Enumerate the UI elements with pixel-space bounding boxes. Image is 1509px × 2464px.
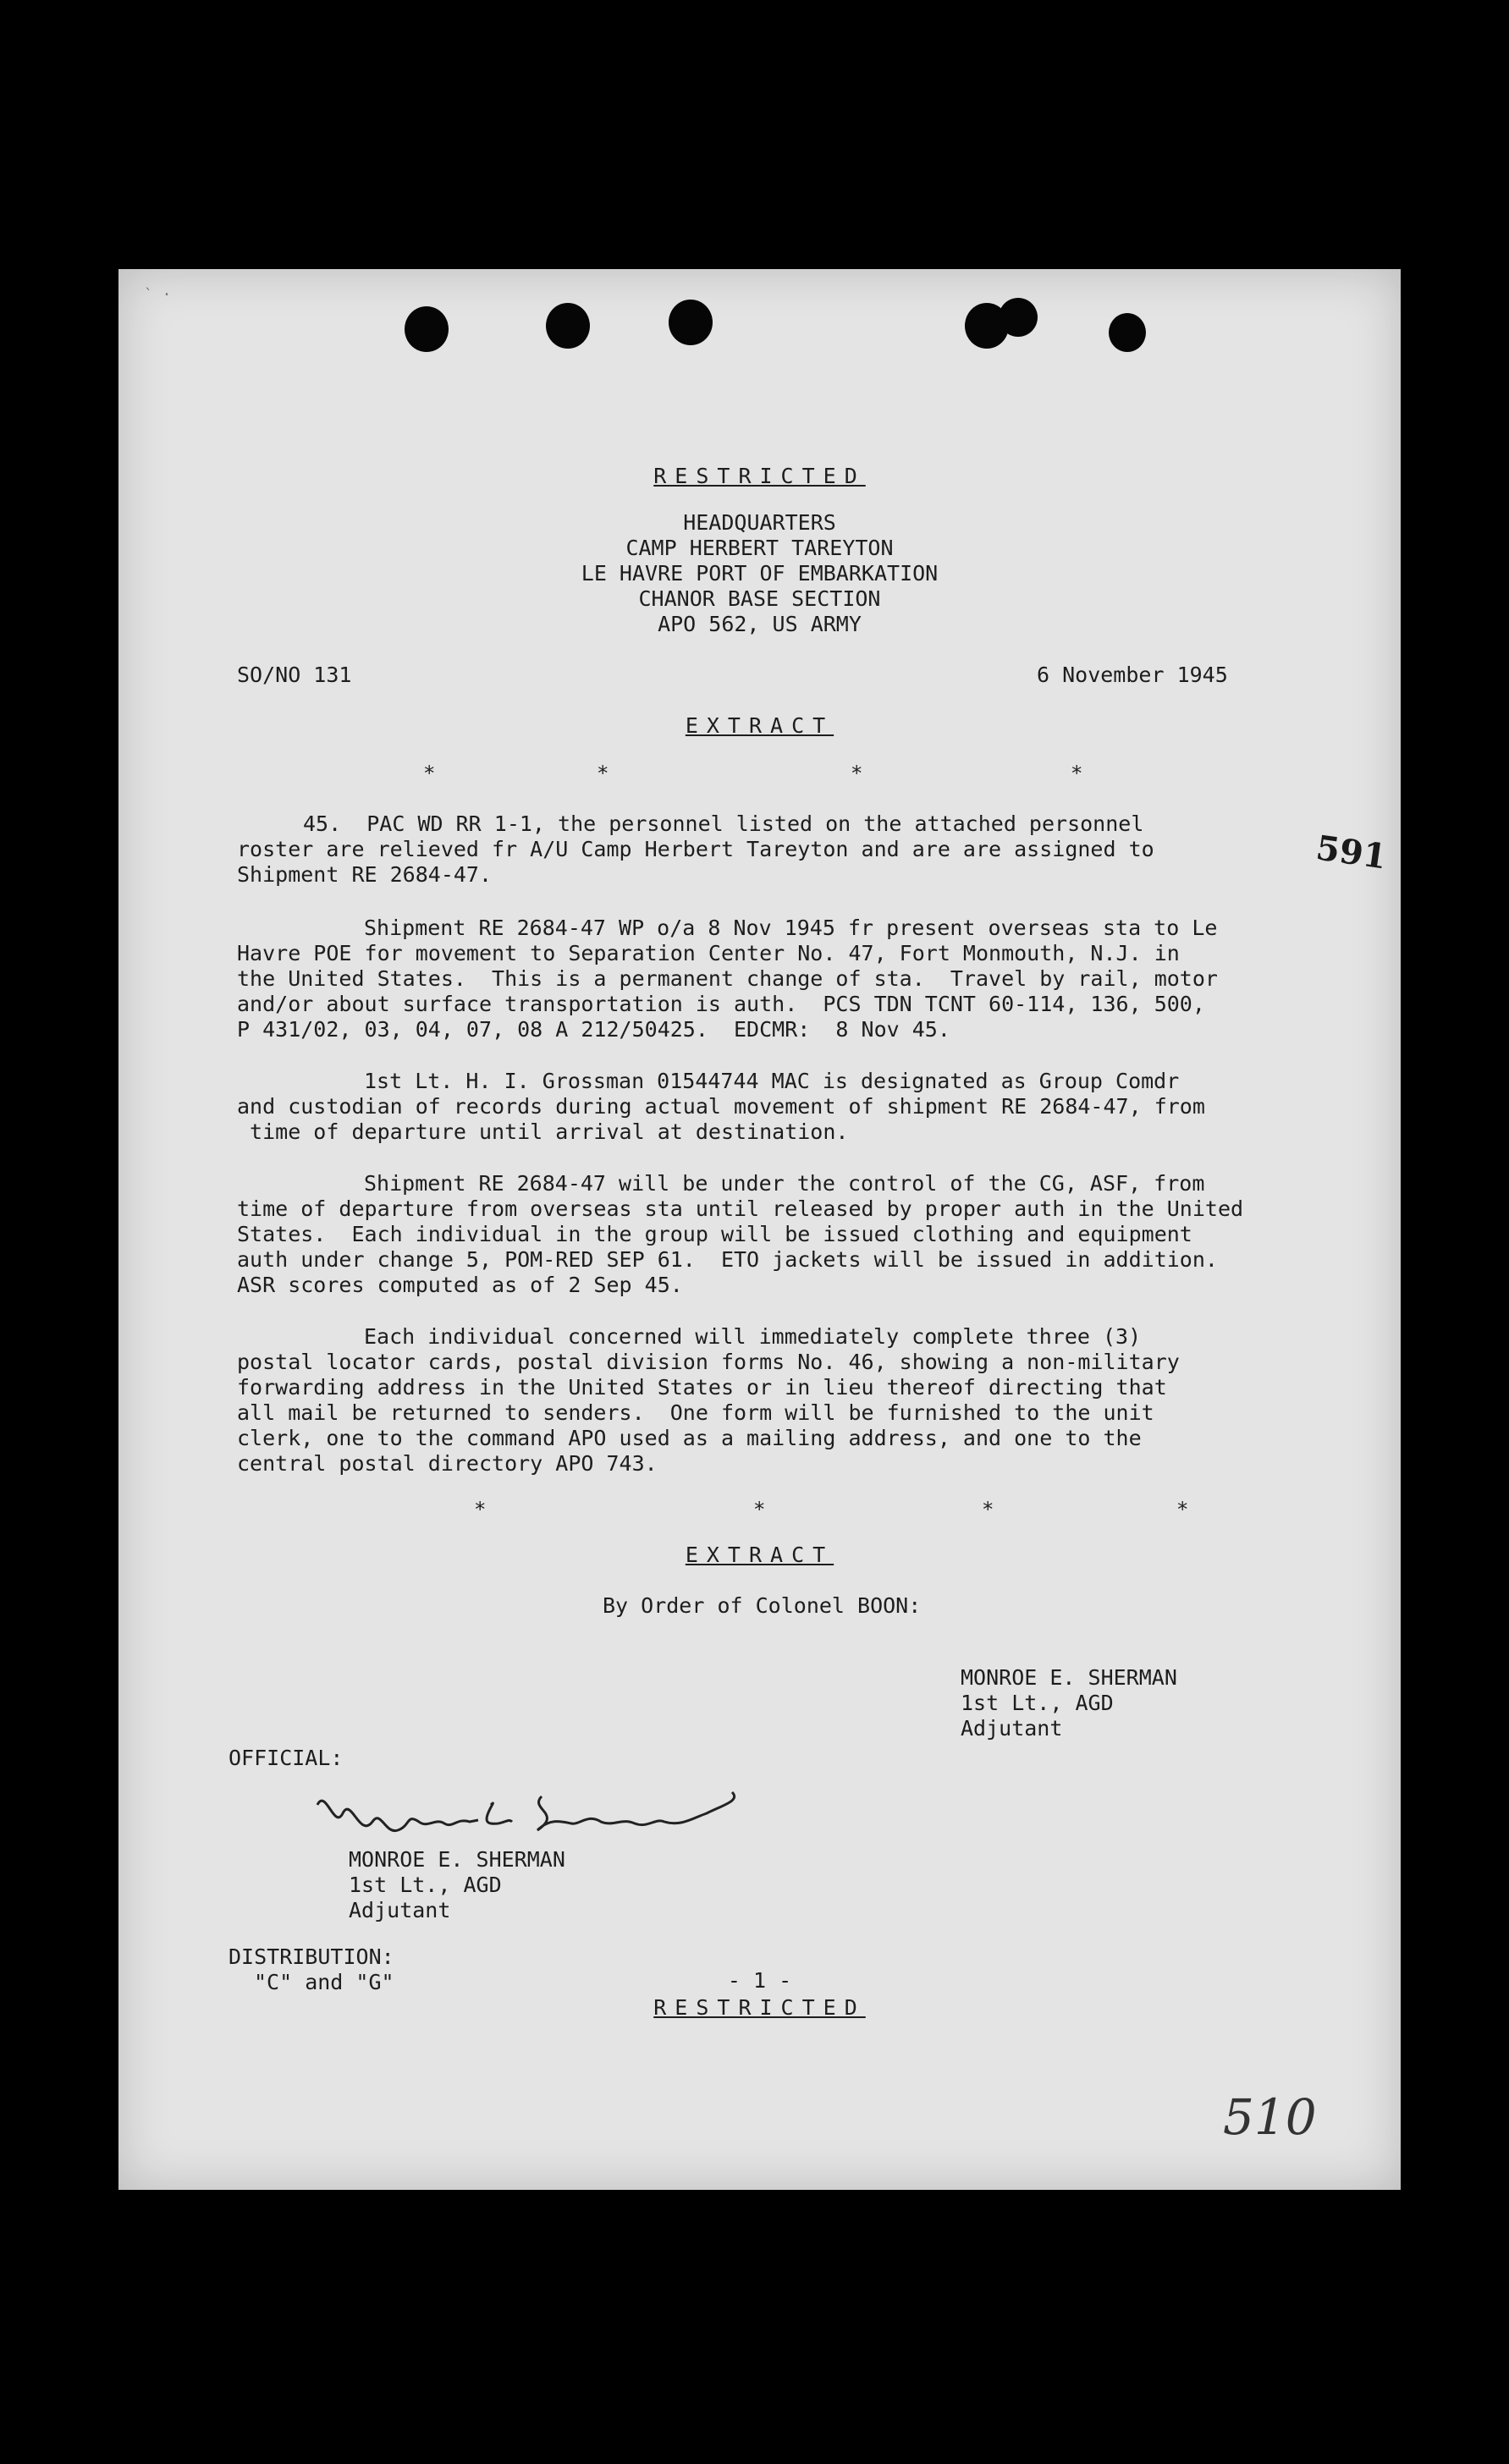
- punch-hole: [405, 306, 449, 352]
- paragraph-line: all mail be returned to senders. One form will be furnished to the unit: [237, 1400, 1154, 1425]
- punch-hole: [999, 298, 1038, 337]
- document-page: [118, 269, 1401, 2190]
- paragraph-line: forwarding address in the United States or in lieu thereof directing that: [237, 1375, 1167, 1400]
- paragraph-line: and custodian of records during actual movement of shipment RE 2684-47, from: [237, 1094, 1205, 1119]
- paragraph-line: Havre POE for movement to Separation Center No. 47, Fort Monmouth, N.J. in: [237, 941, 1180, 965]
- extract-label: EXTRACT: [685, 713, 834, 738]
- distribution-value: "C" and "G": [254, 1970, 394, 1994]
- paragraph-line: central postal directory APO 743.: [237, 1451, 658, 1476]
- paragraph-line: postal locator cards, postal division forms No. 46, showing a non-military: [237, 1350, 1180, 1374]
- signer-line: 1st Lt., AGD: [961, 1691, 1114, 1715]
- classification-footer: RESTRICTED: [653, 1995, 866, 2020]
- paragraph-line: Shipment RE 2684-47 will be under the control of the CG, ASF, from: [364, 1171, 1205, 1196]
- paragraph-line: Each individual concerned will immediately complete three (3): [364, 1324, 1142, 1349]
- paragraph-line: clerk, one to the command APO used as a mailing address, and one to the: [237, 1426, 1142, 1450]
- paragraph-line: auth under change 5, POM-RED SEP 61. ETO jackets will be issued in addition.: [237, 1247, 1218, 1272]
- page-number: - 1 -: [727, 1968, 792, 1993]
- punch-hole: [1109, 313, 1146, 352]
- paragraph-line: 1st Lt. H. I. Grossman 01544744 MAC is designated as Group Comdr: [364, 1069, 1180, 1093]
- punch-hole: [669, 300, 713, 345]
- org-line: CAMP HERBERT TAREYTON: [625, 536, 894, 560]
- paragraph-line: States. Each individual in the group will be issued clothing and equipment: [237, 1222, 1192, 1246]
- signer-line: Adjutant: [961, 1716, 1063, 1741]
- separator-star: *: [597, 762, 609, 785]
- paragraph-line: time of departure until arrival at destination.: [237, 1119, 849, 1144]
- separator-star: *: [423, 762, 436, 785]
- classification-header: RESTRICTED: [653, 464, 866, 488]
- separator-star: *: [474, 1498, 487, 1521]
- punch-hole: [546, 303, 590, 349]
- paragraph-line: time of departure from overseas sta until released by proper auth in the United: [237, 1196, 1244, 1221]
- stamped-page-number: 591: [1313, 828, 1390, 877]
- paragraph-line: ASR scores computed as of 2 Sep 45.: [237, 1273, 683, 1297]
- separator-star: *: [753, 1498, 766, 1521]
- distribution-label: DISTRIBUTION:: [229, 1944, 394, 1969]
- official-line: 1st Lt., AGD: [349, 1873, 502, 1897]
- paragraph-line: roster are relieved fr A/U Camp Herbert Tareyton and are are assigned to: [237, 837, 1154, 861]
- extract-label-closing: EXTRACT: [685, 1543, 834, 1567]
- paragraph-line: Shipment RE 2684-47.: [237, 862, 493, 887]
- org-line: CHANOR BASE SECTION: [638, 586, 881, 611]
- by-order-line: By Order of Colonel BOON:: [603, 1593, 922, 1618]
- official-label: OFFICIAL:: [229, 1746, 344, 1770]
- org-line: LE HAVRE PORT OF EMBARKATION: [581, 561, 939, 586]
- org-line: HEADQUARTERS: [683, 510, 836, 535]
- handwritten-page-number: 510: [1223, 2088, 1317, 2146]
- scan-mark: ` ·: [144, 286, 172, 304]
- order-number: SO/NO 131: [237, 663, 352, 687]
- signer-line: MONROE E. SHERMAN: [961, 1665, 1177, 1690]
- paragraph-line: Shipment RE 2684-47 WP o/a 8 Nov 1945 fr present overseas sta to Le: [364, 916, 1218, 940]
- separator-star: *: [982, 1498, 994, 1521]
- paragraph-line: P 431/02, 03, 04, 07, 08 A 212/50425. EDCMR: 8 Nov 45.: [237, 1017, 950, 1042]
- paragraph-line: the United States. This is a permanent change of sta. Travel by rail, motor: [237, 966, 1218, 991]
- paragraph-line: 45. PAC WD RR 1-1, the personnel listed on the attached personnel: [303, 811, 1144, 836]
- official-line: MONROE E. SHERMAN: [349, 1847, 565, 1872]
- separator-star: *: [1071, 762, 1083, 785]
- separator-star: *: [851, 762, 863, 785]
- paragraph-line: and/or about surface transportation is auth. PCS TDN TCNT 60-114, 136, 500,: [237, 992, 1205, 1016]
- official-line: Adjutant: [349, 1898, 451, 1922]
- separator-star: *: [1176, 1498, 1189, 1521]
- order-date: 6 November 1945: [1037, 663, 1228, 687]
- org-line: APO 562, US ARMY: [658, 612, 862, 636]
